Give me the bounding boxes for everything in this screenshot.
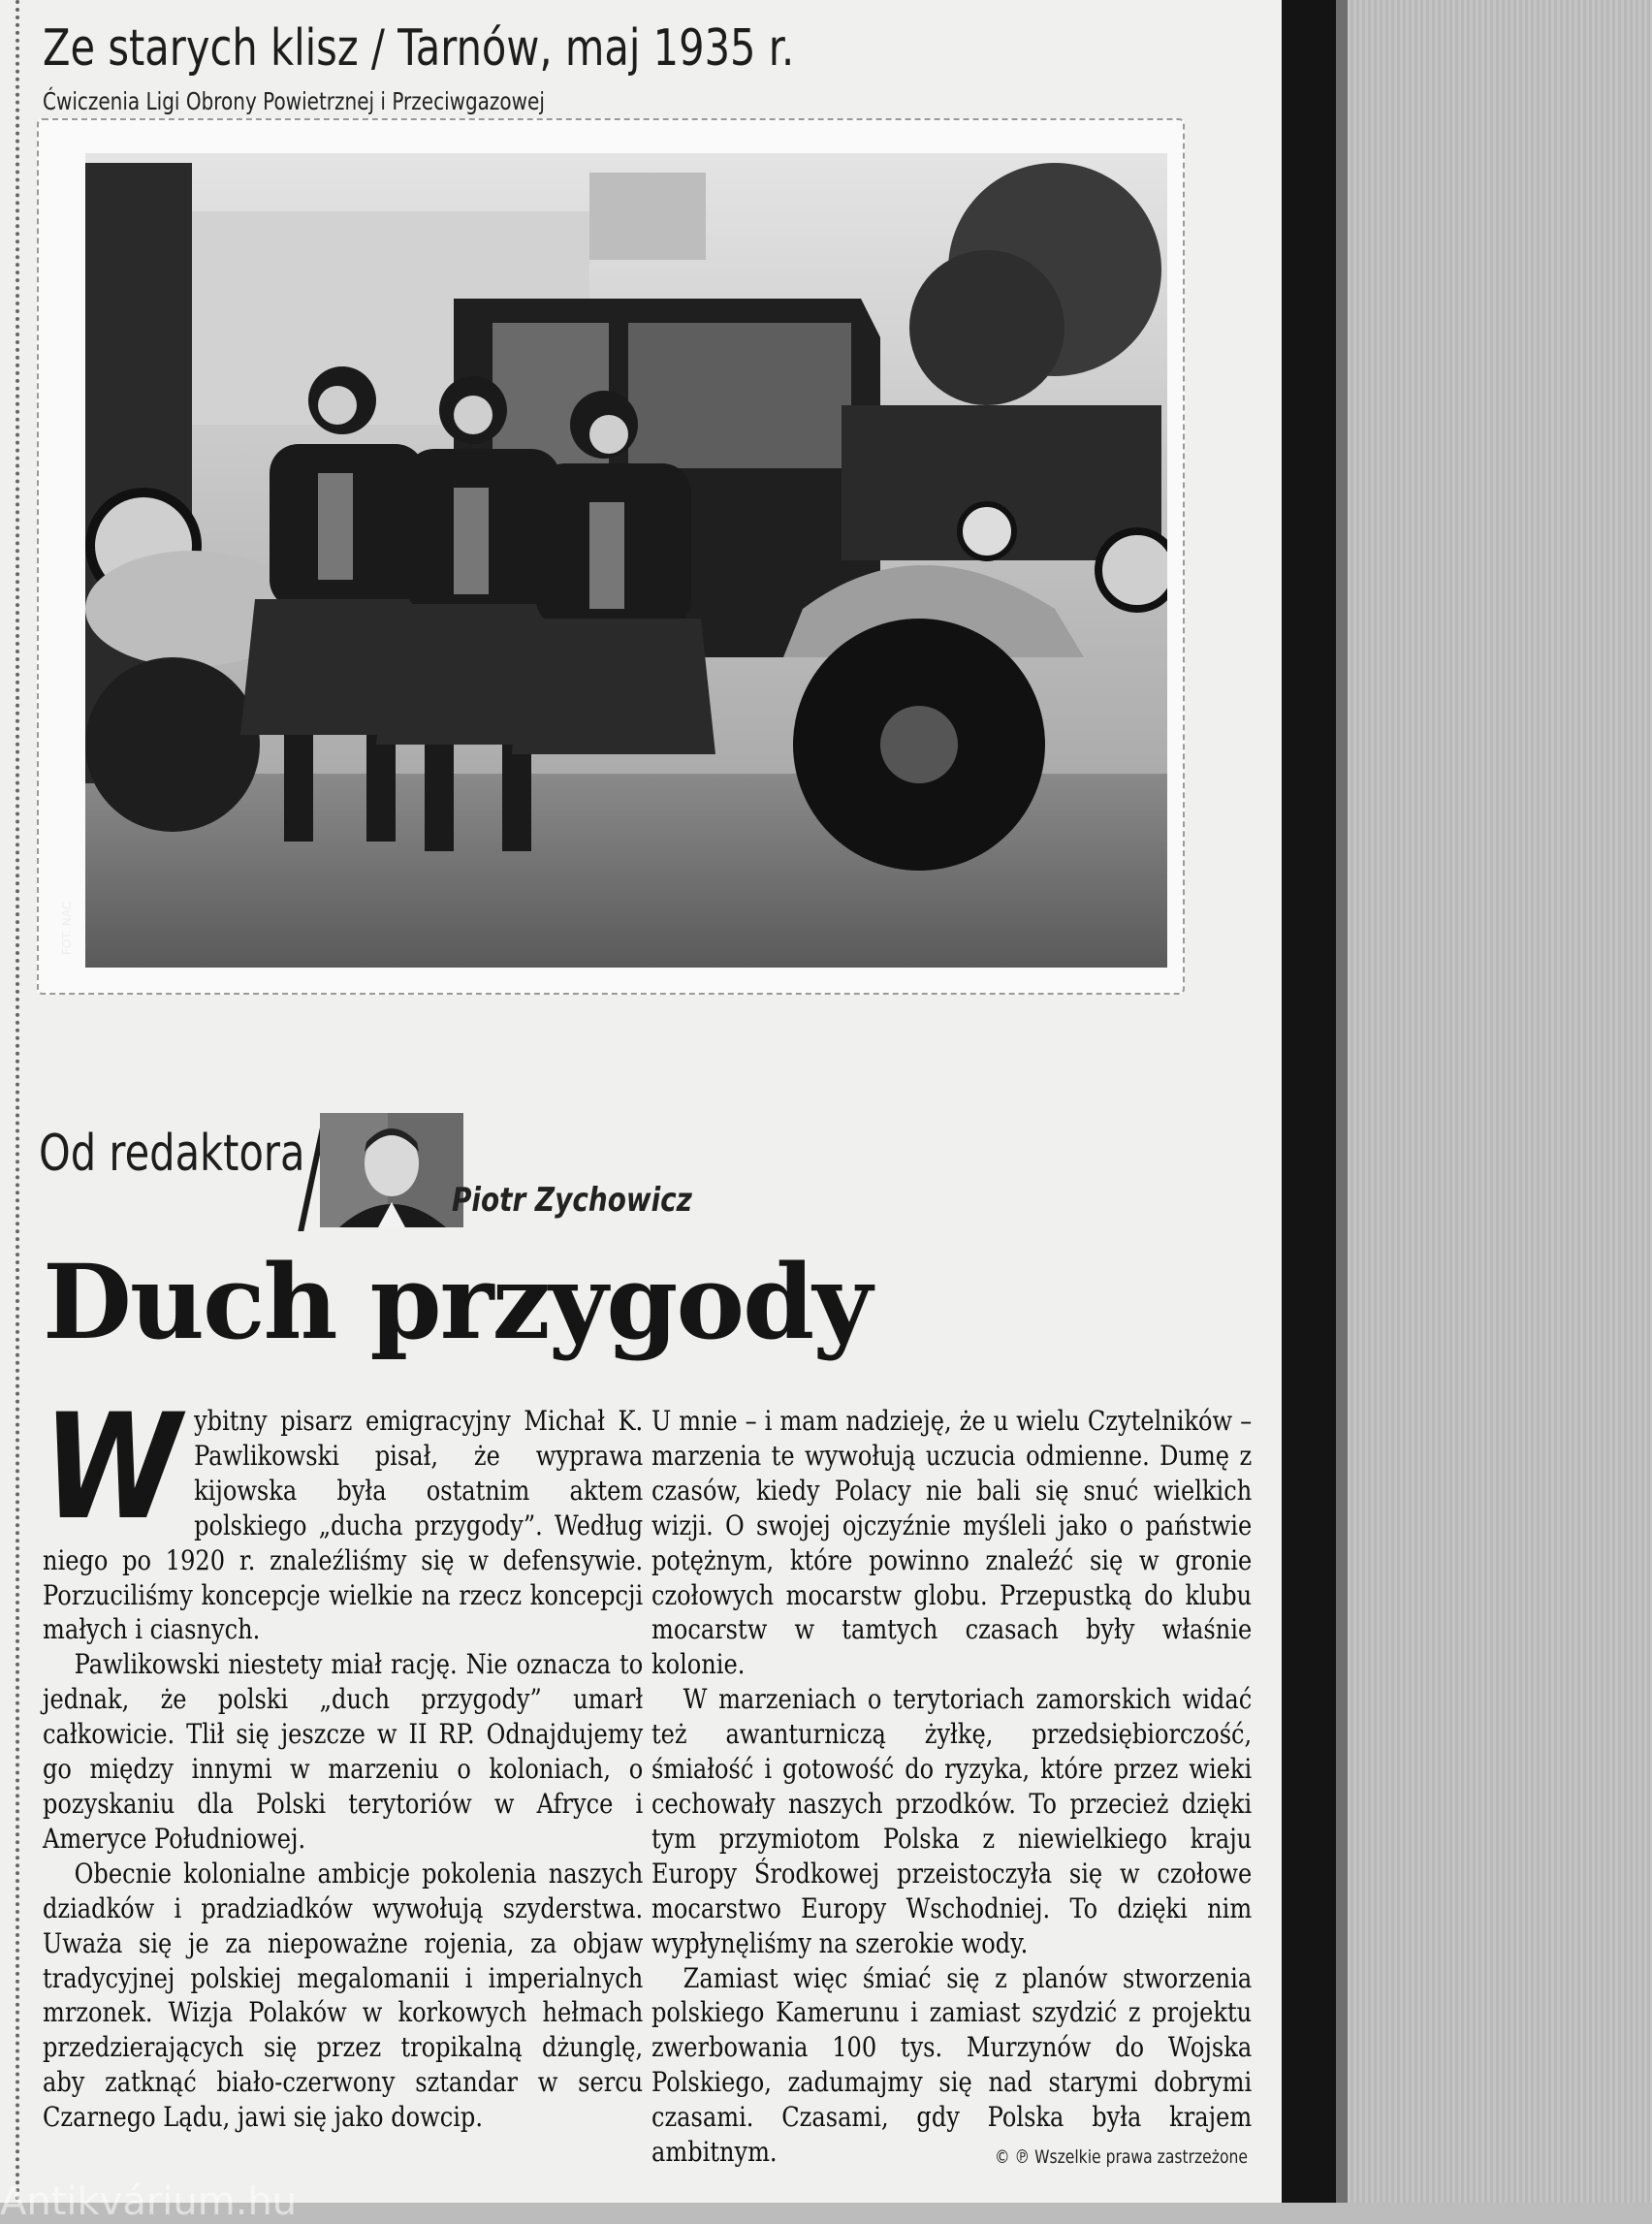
- photo-frame: [37, 118, 1185, 995]
- copyright-notice: © ℗ Wszelkie prawa zastrzeżone: [995, 2146, 1248, 2168]
- section-name: Ze starych klisz: [43, 19, 359, 78]
- section-heading: [43, 19, 794, 78]
- paragraph: Pawlikowski niestety miał rację. Nie oznacza to jednak, że polski „duch przygody” umarł całkowicie. Tlił się jeszcze w II RP. Odnajdujemy go między innymi w marzeniu o koloniach, o pozyskaniu dla Polski terytoriów w Afryce i Ameryce Południowej.: [43, 1648, 644, 1855]
- archival-photo: [85, 153, 1167, 968]
- spine-edge: [1336, 0, 1348, 2203]
- drop-cap: W: [43, 1383, 181, 1552]
- paragraph: Zamiast więc śmiać się z planów stworzenia polskiego Kamerunu i zamiast szydzić z projektu zwerbowania 100 tys. Murzynów do Wojska Polskiego, zadumajmy się nad starymi dobrymi czasami. Czasami, gdy Polska była krajem ambitnym.: [651, 1961, 1253, 2169]
- adjacent-page: [1348, 0, 1652, 2203]
- photo-credit: FOT. NAC: [60, 901, 74, 955]
- paragraph-text: ybitny pisarz emigracyjny Michał K. Pawlikowski pisał, że wyprawa kijowska była ostatnim aktem polskiego „ducha przygody”. Według niego po 1920 r. znaleźliśmy się w defensywie. Porzuciliśmy koncepcje wielkie na rzecz koncepcji małych i ciasnych.: [43, 1405, 644, 1646]
- author-portrait: [320, 1113, 463, 1227]
- paragraph: W marzeniach o terytoriach zamorskich widać też awanturniczą żyłkę, przedsiębiorczość, śmiałość i gotowość do ryzyka, które przez wieki cechowały naszych przodków. To przecież dzięki tym przymiotom Polska z niewielkiego kraju Europy Środkowej przeistoczyła się w czołowe mocarstwo Europy Wschodniej. To dzięki nim wypłynęliśmy na szerokie wody.: [651, 1683, 1253, 1959]
- section-place-date: Tarnów, maj 1935 r.: [397, 19, 795, 78]
- article-title: Duch przygody: [43, 1241, 871, 1362]
- author-name: Piotr Zychowicz: [452, 1181, 692, 1220]
- column-label: Od redaktora: [39, 1125, 305, 1183]
- portrait-illustration: [320, 1113, 463, 1227]
- paragraph: [43, 1383, 644, 1647]
- section-separator: /: [370, 19, 385, 78]
- dotted-margin-rule: [16, 0, 19, 2203]
- photo-illustration: [85, 153, 1167, 968]
- article-column-2: [651, 1404, 1252, 2170]
- paragraph: Obecnie kolonialne ambicje pokolenia naszych dziadków i pradziadków wywołują szyderstwa. Uważa się je za niepoważne rojenia, za objaw tradycyjnej polskiej megalomanii i imperialnych mrzonek. Wizja Polaków w korkowych hełmach przedzierających się przez tropikalną dżunglę, aby zatknąć biało-czerwony sztandar w sercu Czarnego Lądu, jawi się jako dowcip.: [43, 1857, 644, 2134]
- paragraph: U mnie – i mam nadzieję, że u wielu Czytelników – marzenia te wywołują uczucia odmienne. Dumę z czasów, kiedy Polacy nie bali się snuć wielkich wizji. O swojej ojczyźnie myśleli jako o państwie potężnym, które powinno znaleźć się w gronie czołowych mocarstw globu. Przepustką do klubu mocarstw w tamtych czasach były właśnie kolonie.: [651, 1405, 1253, 1681]
- watermark: Antikvárium.hu: [0, 2179, 298, 2224]
- article-column-1: [43, 1383, 644, 2135]
- photo-caption: Ćwiczenia Ligi Obrony Powietrznej i Przeciwgazowej: [43, 87, 545, 115]
- book-spine: [1282, 0, 1336, 2203]
